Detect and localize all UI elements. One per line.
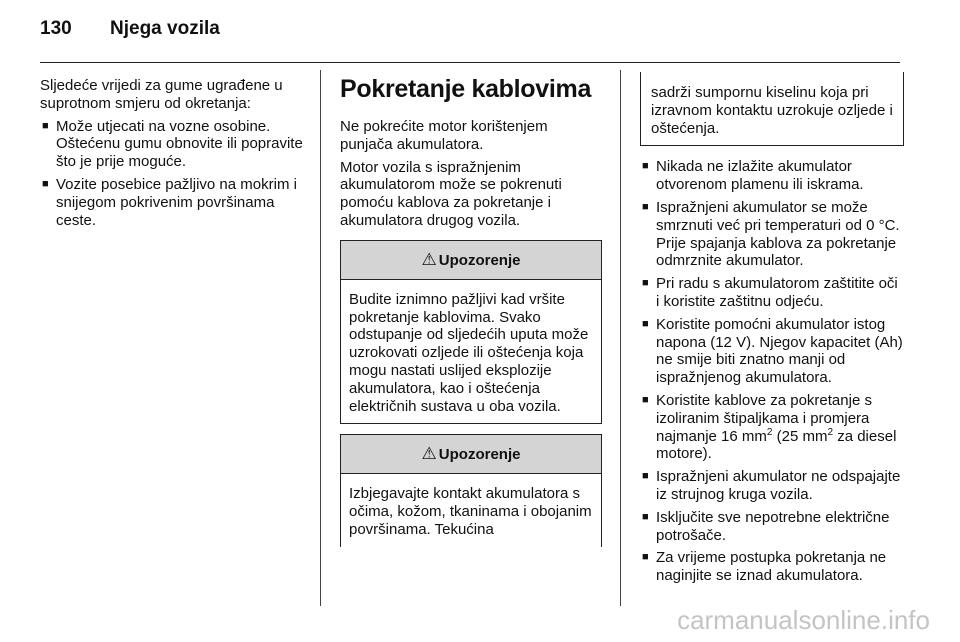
- list-item: [640, 468, 904, 504]
- warning-triangle-icon: ⚠: [421, 444, 437, 464]
- list-item-text: Isključite sve nepotrebne električne potrošače.: [656, 508, 890, 544]
- list-item-text: Pri radu s akumulatorom zaštitite oči i koristite zaštitnu odjeću.: [656, 275, 898, 310]
- paragraph-jump-start: Motor vozila s ispražnjenim akumulatorom može se pokrenuti pomoću kablova za pokretanje i akumulatora drugog vozila.: [340, 158, 562, 229]
- list-item-text: Može utjecati na vozne osobine. Oštećenu gumu obnovite ili popravite što je prije moguće.: [56, 117, 303, 171]
- list-item-text: [656, 392, 896, 462]
- superscript: 2: [827, 426, 834, 438]
- black-square-icon: ■: [642, 200, 649, 213]
- black-square-icon: ■: [642, 510, 649, 523]
- header-rule: [40, 62, 900, 63]
- list-item-text: Ispražnjeni akumulator se može smrznuti već pri temperaturi od 0 °C. Prije spajanja kablova za pokretanje odmrznite akumulator.: [656, 198, 900, 270]
- warning-header: [341, 241, 601, 280]
- tire-bullet-list: [40, 118, 308, 230]
- text-segment: (25 mm: [772, 427, 828, 445]
- list-item-text: Koristite pomoćni akumulator istog napona (12 V). Njegov kapacitet (Ah) ne smije biti znatno manji od ispražnjenog akumulatora.: [656, 315, 903, 387]
- warning-text: Budite iznimno pažljivi kad vršite pokretanje kablovima. Svako odstupanje od sljedećih uputa može uzrokovati ozljede ili oštećenja koja mogu nastati uslijed eksplozije akumulatora, kao i oštećenja električnih sustava u oba vozila.: [349, 290, 589, 415]
- list-item-text: Za vrijeme postupka pokretanja ne naginjite se iznad akumulatora.: [656, 549, 887, 585]
- column-divider-right: [620, 70, 621, 606]
- watermark: carmanualsonline.info: [677, 605, 930, 635]
- list-item: [640, 316, 904, 387]
- superscript: 2: [766, 426, 773, 438]
- list-item: [40, 118, 308, 171]
- warning-text: Izbjegavajte kontakt akumulatora s očima, kožom, tkaninama i obojanim površinama. Tekućina: [349, 485, 592, 538]
- list-item: [640, 275, 904, 311]
- column-1: [40, 77, 308, 234]
- column-3: [640, 72, 904, 590]
- warning-continuation: sadrži sumpornu kiselinu koja pri izravnom kontaktu uzrokuje ozljede i oštećenja.: [640, 72, 904, 146]
- warning-title: Upozorenje: [438, 446, 521, 464]
- list-item: [640, 158, 904, 194]
- black-square-icon: ■: [42, 177, 49, 190]
- section-heading: Pokretanje kablovima: [340, 75, 592, 103]
- list-item-text: Ispražnjeni akumulator ne odspajajte iz strujnog kruga vozila.: [656, 468, 901, 503]
- list-item: [640, 549, 904, 585]
- list-item: [640, 392, 904, 463]
- black-square-icon: ■: [642, 317, 649, 330]
- page-number: 130: [40, 18, 72, 39]
- list-item-text: Vozite posebice pažljivo na mokrim i snijegom pokrivenim površinama ceste.: [56, 175, 297, 229]
- tire-intro-text: Sljedeće vrijedi za gume ugrađene u suprotnom smjeru od okretanja:: [40, 77, 283, 112]
- paragraph-charger: Ne pokrećite motor korištenjem punjača akumulatora.: [340, 118, 548, 153]
- page-header: [40, 18, 220, 40]
- column-divider-left: [320, 70, 321, 606]
- column-2: [340, 74, 602, 547]
- black-square-icon: ■: [642, 551, 649, 564]
- text-segment: Koristite kablove za pokretanje s izoliranim štipaljkama i promjera najmanje 16 mm: [656, 391, 872, 445]
- warning-header: [341, 435, 601, 474]
- warning-triangle-icon: ⚠: [421, 249, 437, 269]
- list-item-text: Nikada ne izlažite akumulator otvorenom plamenu ili iskrama.: [656, 158, 864, 194]
- black-square-icon: ■: [642, 393, 649, 406]
- text-segment: za diesel motore).: [656, 427, 897, 463]
- black-square-icon: ■: [42, 119, 49, 132]
- list-item: [640, 199, 904, 270]
- warning-box-2: [340, 434, 602, 546]
- black-square-icon: ■: [642, 470, 649, 483]
- warning-box-1: [340, 240, 602, 425]
- jump-start-bullet-list: [640, 158, 904, 585]
- page-title: Njega vozila: [110, 18, 220, 39]
- warning-title: Upozorenje: [438, 251, 521, 269]
- black-square-icon: ■: [642, 277, 649, 290]
- black-square-icon: ■: [642, 160, 649, 173]
- list-item: [640, 509, 904, 545]
- list-item: [40, 176, 308, 229]
